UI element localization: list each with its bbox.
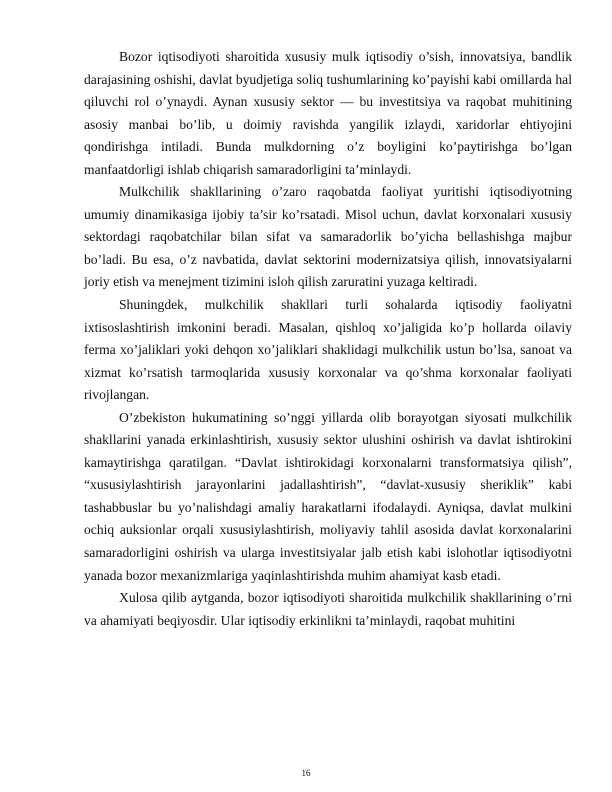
page-number: 16	[301, 768, 311, 778]
paragraph-5: Xulosa qilib aytganda, bozor iqtisodiyoti sharoitida mulkchilik shakllarining o’rni va ahamiyati beqiyosdir. Ular iqtisodiy erkinlikni ta’minlaydi, raqobat muhitini	[84, 590, 572, 628]
paragraph-4: O’zbekiston hukumatining so’nggi yillarda olib borayotgan siyosati mulkchilik shakllarini yanada erkinlashtirish, xususiy sektor ulushini oshirish va davlat ishtirokini kamaytirishga qaratilgan. “Davlat ishtirokidagi korxonalarni transformatsiya qilish”, “xususiylashtirish jarayonlarini jadallashtirish”, “davlat-xususiy sheriklik” kabi tashabbuslar bu yo’nalishdagi amaliy harakatlarni ifodalaydi. Ayniqsa, davlat mulkini ochiq auksionlar orqali xususiylashtirish, moliyaviy tahlil asosida davlat korxonalarini samaradorligini oshirish va ularga investitsiyalar jalb etish kabi islohotlar iqtisodiyotni yanada bozor mexanizmlariga yaqinlashtirishda muhim ahamiyat kasb etadi.	[84, 409, 572, 583]
paragraph-2: Mulkchilik shakllarining o’zaro raqobatda faoliyat yuritishi iqtisodiyotning umumiy dinamikasiga ijobiy ta’sir ko’rsatadi. Misol uchun, davlat korxonalari xususiy sektordagi raqobatchilar bilan sifat va samaradorlik bo’yicha bellashishga majbur bo’ladi. Bu esa, o’z navbatida, davlat sektorini modernizatsiya qilish, innovatsiyalarni joriy etish va menejment tizimini isloh qilish zaruratini yuzaga keltiradi.	[84, 184, 572, 290]
paragraph-1: Bozor iqtisodiyoti sharoitida xususiy mulk iqtisodiy o’sish, innovatsiya, bandlik darajasining oshishi, davlat byudjetiga soliq tushumlarining ko’payishi kabi omillarda hal qiluvchi rol o’ynaydi. Aynan xususiy sektor — bu investitsiya va raqobat muhitining asosiy manbai bo’lib, u doimiy ravishda yangilik izlaydi, xaridorlar ehtiyojini qondirishga intiladi. Bunda mulkdorning o’z boyligini ko’paytirishga bo’lgan manfaatdorligi ishlab chiqarish samaradorligini ta’minlaydi.	[84, 49, 572, 177]
document-page	[84, 46, 572, 632]
paragraph-3: Shuningdek, mulkchilik shakllari turli sohalarda iqtisodiy faoliyatni ixtisoslashtirish imkonini beradi. Masalan, qishloq xo’jaligida ko’p hollarda oilaviy ferma xo’jaliklari yoki dehqon xo’jaliklari shaklidagi mulkchilik ustun bo’lsa, sanoat va xizmat ko’rsatish tarmoqlarida xususiy korxonalar va qo’shma korxonalar faoliyati rivojlangan.	[84, 297, 572, 403]
